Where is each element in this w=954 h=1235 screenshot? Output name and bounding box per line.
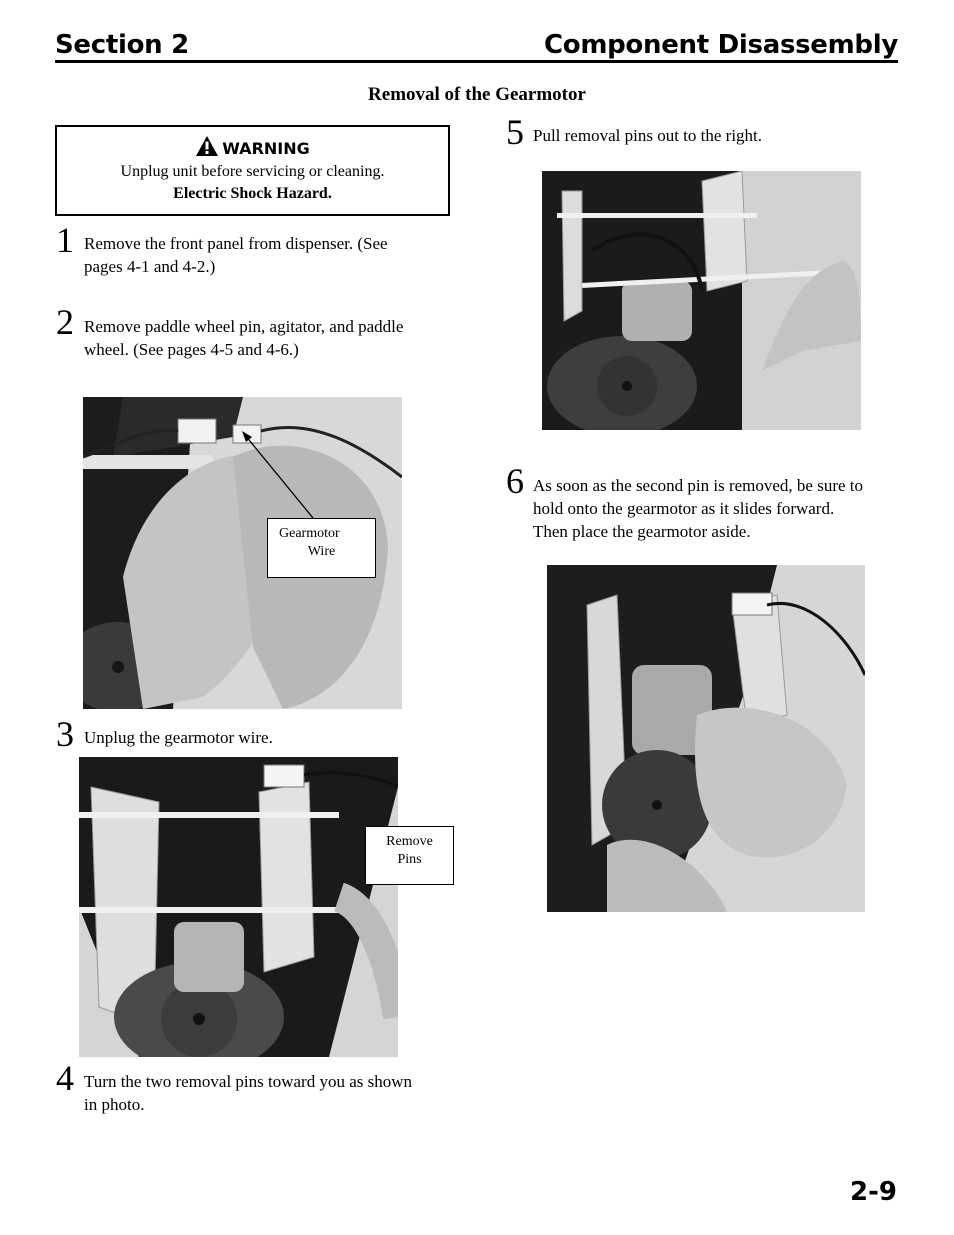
step-6-number: 6: [506, 461, 524, 501]
photo-remove-pins: [79, 757, 398, 1057]
step-6-line-3: Then place the gearmotor aside.: [533, 522, 751, 541]
step-1-number: 1: [56, 220, 74, 260]
step-4-text: [84, 1070, 412, 1116]
section-label: Section 2: [55, 30, 189, 60]
callout-remove-pins-line-2: Pins: [397, 852, 422, 867]
step-2-text: [84, 315, 403, 361]
step-2-number: 2: [56, 302, 74, 342]
step-4-line-2: in photo.: [84, 1095, 145, 1114]
warning-heading-text: WARNING: [222, 138, 310, 158]
step-1-text: [84, 232, 388, 278]
callout-gearmotor-wire-line-2: Wire: [307, 544, 336, 559]
step-3-text: Unplug the gearmotor wire.: [84, 728, 273, 747]
photo-hold-gearmotor: [547, 565, 865, 912]
photo-pull-pins: [542, 171, 861, 430]
warning-heading: [57, 135, 448, 161]
step-6-line-1: As soon as the second pin is removed, be sure to: [533, 476, 864, 495]
warning-hazard: Electric Shock Hazard.: [173, 185, 332, 202]
callout-gearmotor-wire-line-1: Gearmotor: [279, 526, 340, 541]
page-subtitle: Removal of the Gearmotor: [368, 84, 586, 105]
step-2-line-1: Remove paddle wheel pin, agitator, and paddle: [84, 317, 404, 336]
callout-gearmotor-wire: [267, 518, 376, 578]
step-4-line-1: Turn the two removal pins toward you as shown: [84, 1072, 413, 1091]
callout-remove-pins: [365, 826, 454, 885]
step-4-number: 4: [56, 1058, 74, 1098]
page-number: 2-9: [850, 1177, 897, 1207]
section-title: Component Disassembly: [543, 30, 898, 60]
step-6-line-2: hold onto the gearmotor as it slides forward.: [533, 499, 835, 518]
step-5-text: Pull removal pins out to the right.: [533, 126, 763, 145]
header-rule: [55, 60, 898, 63]
step-2-line-2: wheel. (See pages 4-5 and 4-6.): [84, 340, 299, 359]
callout-remove-pins-line-1: Remove: [386, 834, 433, 849]
warning-text: Unplug unit before servicing or cleaning.: [120, 163, 385, 180]
step-3-number: 3: [56, 714, 74, 754]
step-5-number: 5: [506, 112, 524, 152]
step-6-text: [533, 474, 863, 543]
step-1-line-2: pages 4-1 and 4-2.): [84, 257, 216, 276]
warning-triangle-icon: [195, 135, 219, 161]
warning-box: [55, 125, 450, 216]
step-1-line-1: Remove the front panel from dispenser. (See: [84, 234, 388, 253]
